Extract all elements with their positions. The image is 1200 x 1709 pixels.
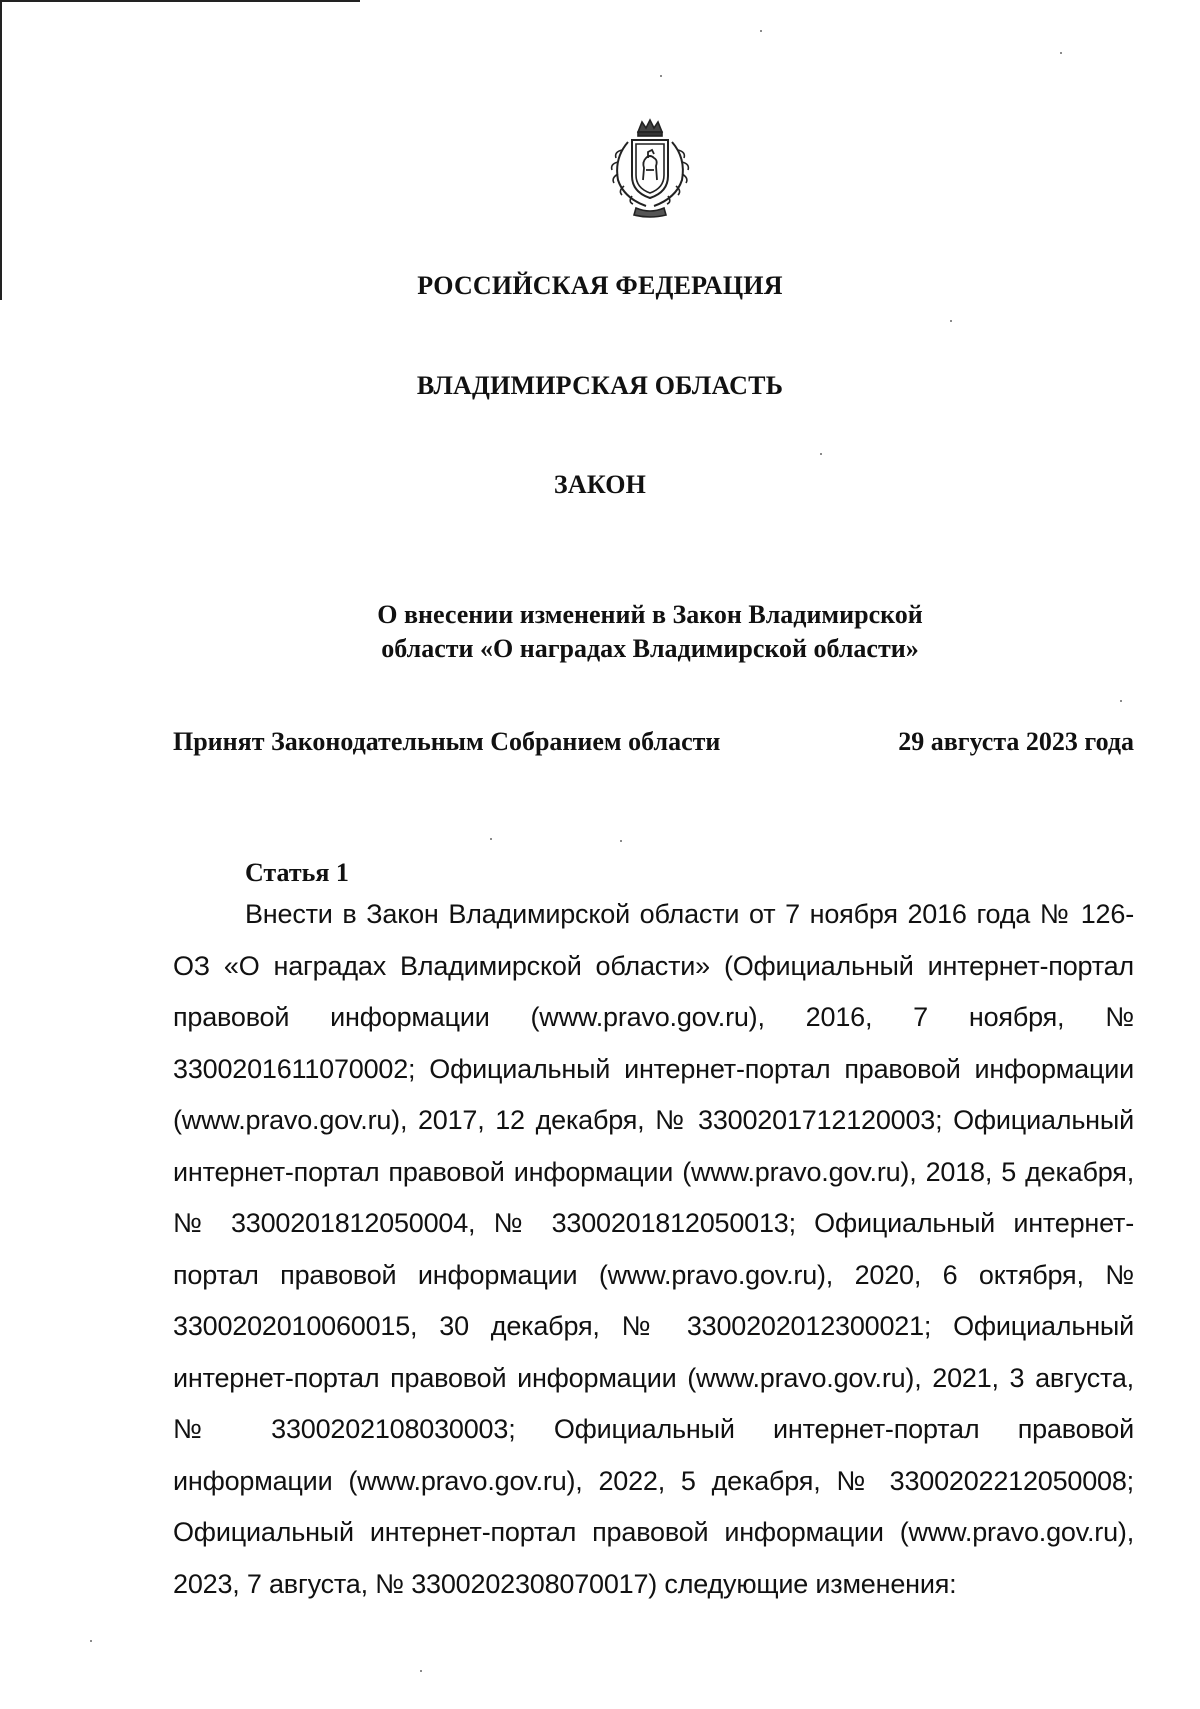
article-heading: Статья 1 bbox=[245, 858, 349, 887]
scan-speck bbox=[420, 1670, 422, 1672]
scan-edge-top bbox=[0, 0, 360, 2]
scan-speck bbox=[660, 75, 662, 77]
adoption-date: 29 августа 2023 года bbox=[898, 727, 1134, 756]
document-type-heading: ЗАКОН bbox=[553, 470, 647, 499]
scan-speck bbox=[620, 840, 622, 842]
scan-speck bbox=[760, 30, 762, 32]
scan-speck bbox=[820, 453, 822, 455]
law-title-line1: О внесении изменений в Закон Владимирской bbox=[377, 600, 923, 629]
scan-speck bbox=[950, 320, 952, 322]
scan-speck bbox=[490, 838, 492, 840]
adoption-line bbox=[173, 727, 1134, 757]
country-heading: РОССИЙСКАЯ ФЕДЕРАЦИЯ bbox=[417, 271, 783, 300]
scan-speck bbox=[1060, 52, 1062, 54]
article-text: Внести в Закон Владимирской области от 7 ноября 2016 года № 126-ОЗ «О наградах Владимирской области» (Официальный интернет-портал правовой информации (www.pravo.gov.ru), 2016, 7 ноября, № 3300201611070002; Официальный интернет-портал правовой информации (www.pravo.gov.ru), 2017, 12 декабря, № 3300201712120003; Официальный интернет-портал правовой информации (www.pravo.gov.ru), 2018, 5 декабря, № 3300201812050004, № 3300201812050013; Официальный интернет-портал правовой информации (www.pravo.gov.ru), 2020, 6 октября, № 3300202010060015, 30 декабря, № 3300202012300021; Официальный интернет-портал правовой информации (www.pravo.gov.ru), 2021, 3 августа, № 3300202108030003; Официальный интернет-портал правовой информации (www.pravo.gov.ru), 2022, 5 декабря, № 3300202212050008; Официальный интернет-портал правовой информации (www.pravo.gov.ru), 2023, 7 августа, № 3300202308070017) следующие изменения: bbox=[173, 899, 1134, 1599]
region-heading: ВЛАДИМИРСКАЯ ОБЛАСТЬ bbox=[416, 371, 784, 400]
coat-of-arms-icon bbox=[602, 118, 698, 218]
scan-speck bbox=[90, 1640, 92, 1642]
scan-edge-left bbox=[0, 0, 2, 300]
adoption-label: Принят Законодательным Собранием области bbox=[173, 727, 721, 756]
law-title-line2: области «О наградах Владимирской области» bbox=[381, 634, 919, 663]
law-title bbox=[300, 598, 1000, 666]
scan-speck bbox=[1120, 700, 1122, 702]
